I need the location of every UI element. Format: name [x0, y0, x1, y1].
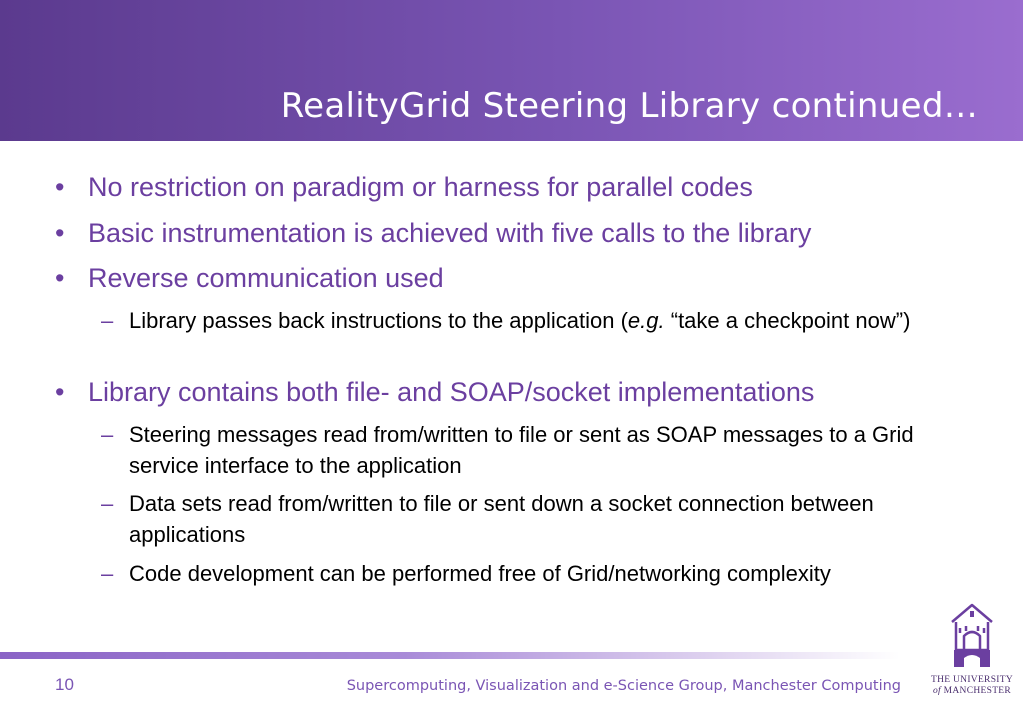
bullet-text: No restriction on paradigm or harness for parallel codes: [88, 172, 753, 202]
wordmark-line2: [926, 686, 1018, 697]
bullet-marker: •: [55, 263, 65, 293]
university-crest-icon: [946, 602, 998, 672]
sub-bullet-marker: –: [101, 422, 114, 447]
bullet-marker: •: [55, 218, 65, 248]
bullet-marker: •: [55, 172, 65, 202]
bullet-text: Library contains both file- and SOAP/socket implementations: [88, 377, 815, 407]
sub-bullet-text-italic: e.g.: [627, 308, 665, 333]
slide-title: RealityGrid Steering Library continued…: [280, 86, 978, 126]
sub-bullet-marker: –: [101, 491, 114, 516]
footer-text: Supercomputing, Visualization and e-Science Group, Manchester Computing: [346, 678, 901, 694]
sub-bullet-text: [129, 305, 969, 336]
page-number: 10: [55, 675, 74, 694]
bullet-text: Basic instrumentation is achieved with five calls to the library: [88, 218, 812, 248]
bullet-marker: •: [55, 377, 65, 407]
sub-bullet-text: Steering messages read from/written to file or sent as SOAP messages to a Grid service interface to the application: [129, 422, 914, 478]
sub-bullet-text-prefix: Library passes back instructions to the application (: [129, 308, 628, 333]
university-wordmark: [926, 675, 1018, 697]
sub-bullet-text: Code development can be performed free of Grid/networking complexity: [129, 561, 831, 586]
sub-bullet-marker: –: [101, 308, 114, 333]
university-logo: [926, 602, 1018, 708]
title-banner: [0, 0, 1023, 141]
sub-bullet-text: Data sets read from/written to file or sent down a socket connection between applications: [129, 491, 874, 547]
sub-bullet-text-suffix: “take a checkpoint now”): [664, 308, 911, 333]
bullet-text: Reverse communication used: [88, 263, 444, 293]
sub-bullet-marker: –: [101, 561, 114, 586]
wordmark-of: of: [932, 686, 941, 696]
wordmark-line1: THE UNIVERSITY: [930, 675, 1014, 685]
wordmark-manchester: MANCHESTER: [943, 686, 1012, 696]
footer-divider: [0, 652, 900, 659]
